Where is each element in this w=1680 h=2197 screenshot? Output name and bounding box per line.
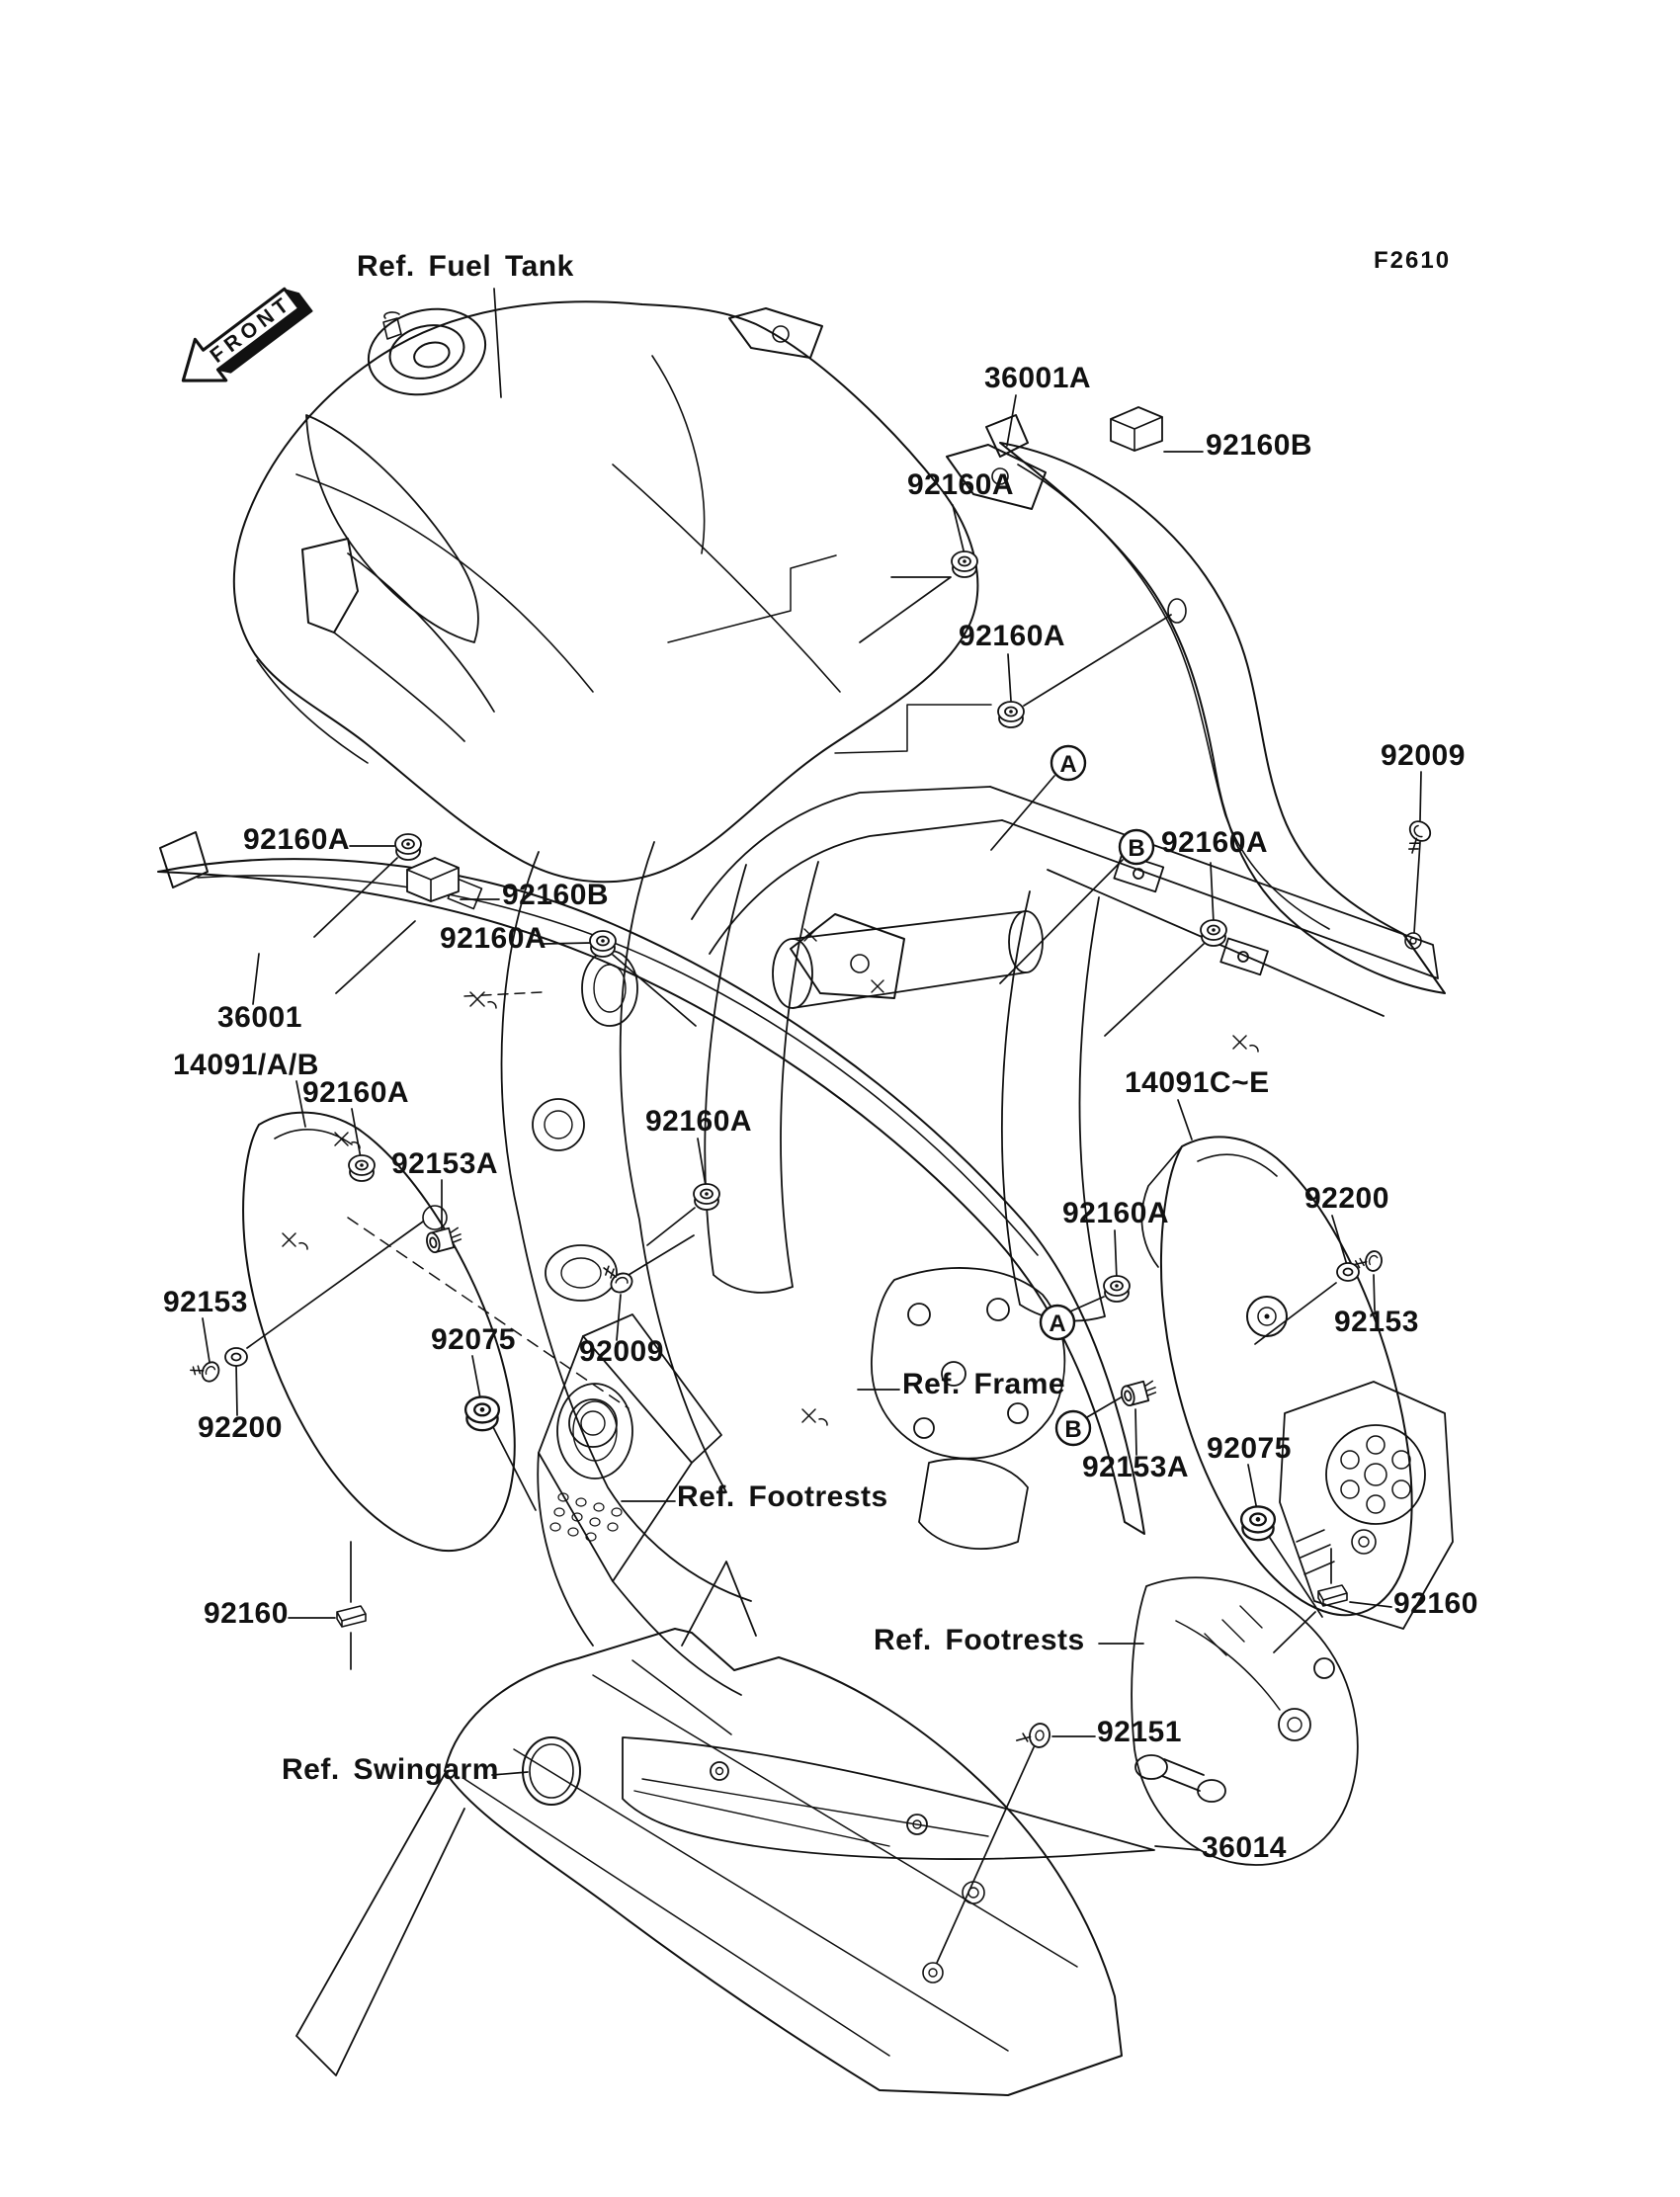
marker-b-text: B (1064, 1416, 1082, 1443)
callout-92160a-left2: 92160A (440, 922, 547, 955)
marker-a (1051, 746, 1085, 780)
callout-92160a-right: 92160A (1062, 1197, 1170, 1229)
callout-92153-left: 92153 (163, 1286, 248, 1318)
callout-92075-left: 92075 (431, 1323, 516, 1356)
front-direction-badge (168, 273, 314, 401)
marker-a (1041, 1306, 1074, 1339)
callout-ref-swingarm: Ref. Swingarm (282, 1753, 499, 1786)
marker-b (1120, 830, 1153, 864)
grommet-icon (349, 1155, 375, 1181)
grommet-icon (1201, 920, 1226, 946)
rubber-block-icon (407, 858, 459, 901)
marker-a-text: A (1059, 751, 1077, 778)
leader-lines (203, 289, 1421, 1963)
callout-92160a-b1: 92160A (1161, 826, 1269, 859)
callout-92200-right: 92200 (1304, 1182, 1389, 1215)
callout-ref-fuel-tank: Ref. Fuel Tank (357, 250, 574, 283)
callout-92200-left: 92200 (198, 1411, 283, 1444)
washer-icon (1337, 1263, 1359, 1281)
grommet-icon (1104, 1276, 1130, 1302)
grommet-icon (952, 551, 977, 577)
screw-icon (601, 1258, 635, 1296)
grommet-icon (998, 702, 1024, 727)
collar-icon (1120, 1379, 1158, 1406)
callout-92160b-right: 92160B (1206, 429, 1313, 462)
marker-b-text: B (1128, 835, 1145, 862)
callout-14091ce: 14091C~E (1125, 1066, 1270, 1099)
marker-b (1056, 1411, 1090, 1445)
side-cover-right-art (986, 415, 1445, 993)
callout-92160a-center: 92160A (645, 1105, 753, 1138)
callout-36001a: 36001A (984, 362, 1092, 394)
callout-92153a-right: 92153A (1082, 1451, 1190, 1483)
pad-icon (337, 1606, 366, 1627)
callout-92160a-top2: 92160A (959, 620, 1066, 652)
fuel-tank-art (234, 297, 1046, 998)
screw-icon (1016, 1720, 1051, 1748)
callout-92009-right: 92009 (1381, 739, 1466, 772)
rubber-damper-icon (1241, 1506, 1275, 1540)
callout-92153a-left: 92153A (391, 1147, 499, 1180)
marker-a-text: A (1049, 1310, 1066, 1337)
grommet-icon (590, 931, 616, 957)
screw-icon (190, 1355, 222, 1385)
heat-shield-art (623, 1737, 1154, 1859)
callout-92160b-left: 92160B (502, 879, 610, 911)
collar-icon (425, 1225, 463, 1253)
callout-92160-left: 92160 (204, 1597, 289, 1630)
figure-code: F2610 (1374, 247, 1452, 274)
callout-92153-right: 92153 (1334, 1306, 1419, 1338)
callout-92160a-left1: 92160A (243, 823, 351, 856)
callout-92075-right: 92075 (1207, 1432, 1292, 1465)
callout-92009-left: 92009 (579, 1335, 664, 1368)
callout-36001: 36001 (217, 1001, 302, 1034)
callout-ref-footrests-right: Ref. Footrests (874, 1624, 1085, 1656)
callout-92151: 92151 (1097, 1716, 1182, 1748)
washer-icon (225, 1348, 247, 1366)
rubber-damper-icon (465, 1396, 499, 1430)
grommet-icon (694, 1184, 719, 1210)
callout-92160a-left3: 92160A (302, 1076, 410, 1109)
screw-icon (1397, 817, 1434, 855)
side-cover-left-art (158, 832, 1144, 1534)
callout-92160-right: 92160 (1393, 1587, 1478, 1620)
callout-ref-footrests-left: Ref. Footrests (677, 1480, 888, 1513)
callout-14091ab: 14091/A/B (173, 1049, 319, 1081)
pad-icon (1318, 1585, 1347, 1606)
grommet-icon (395, 834, 421, 860)
callout-36014: 36014 (1202, 1831, 1287, 1864)
callout-92160a-top1: 92160A (907, 468, 1015, 501)
rubber-block-icon (1111, 407, 1162, 451)
callout-ref-frame: Ref. Frame (902, 1368, 1066, 1400)
front-badge-text: FRONT (206, 291, 297, 368)
